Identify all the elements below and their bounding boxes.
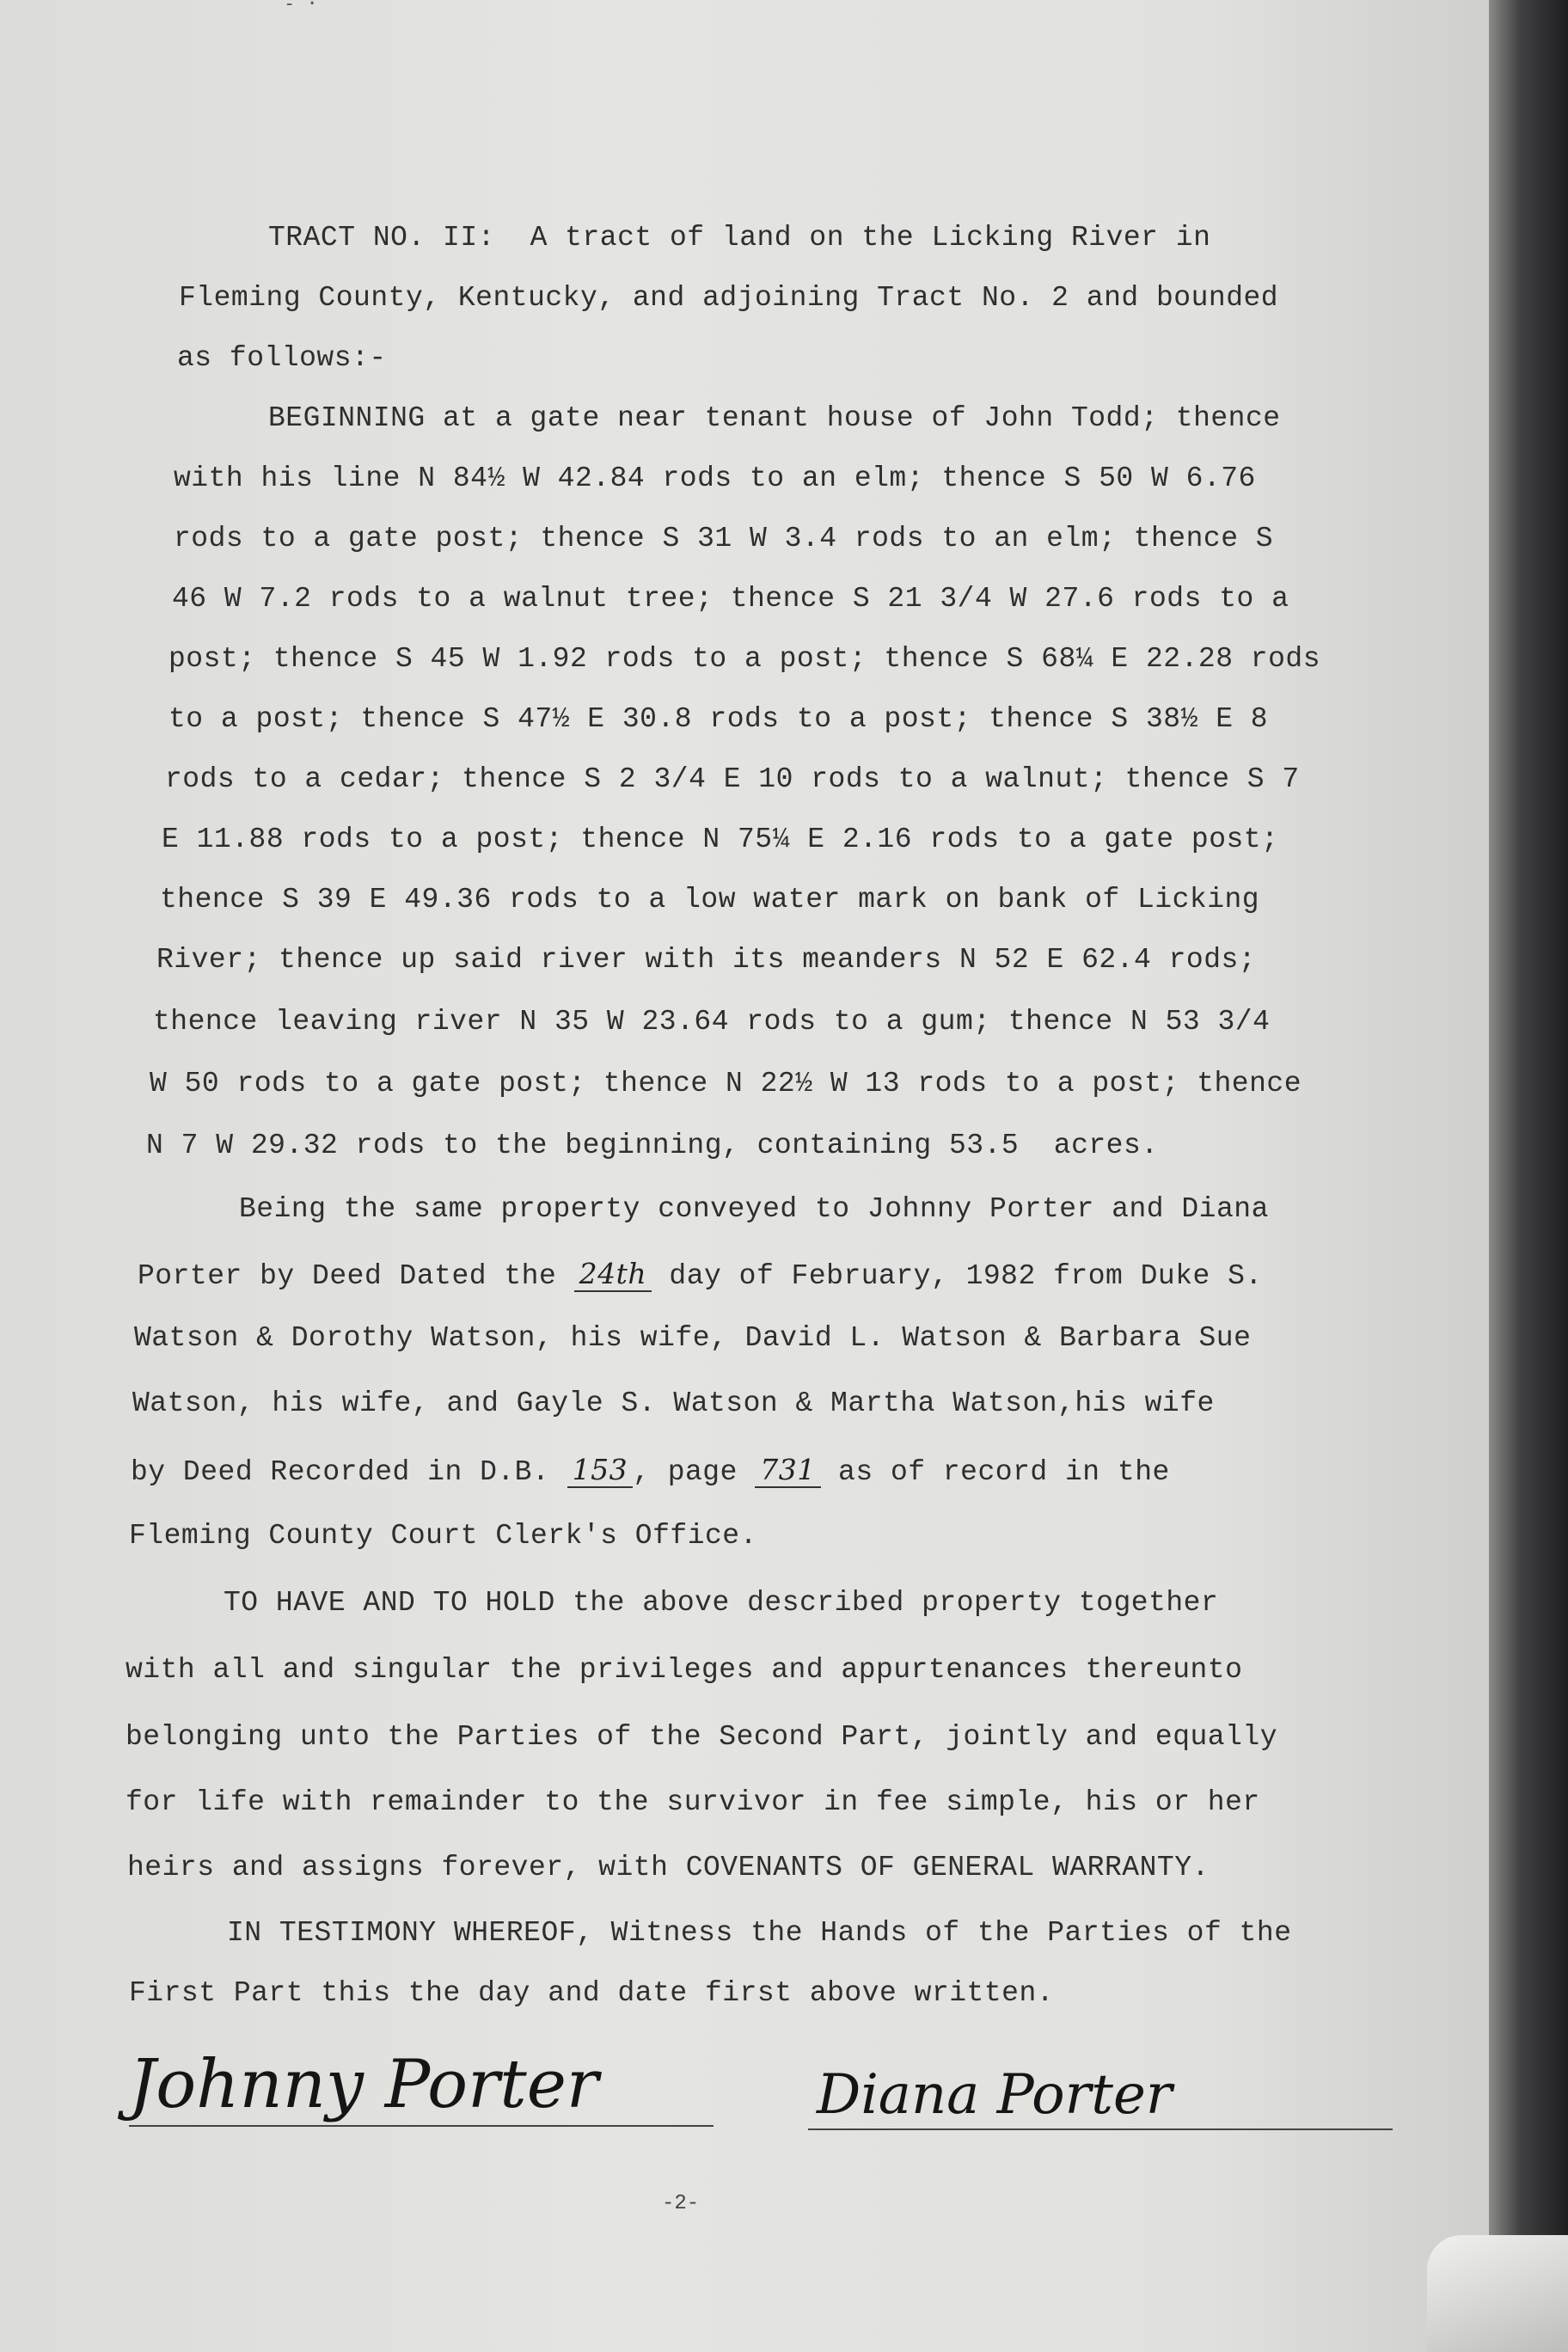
text-line: with his line N 84½ W 42.84 rods to an elm; thence S 50 W 6.76 (174, 462, 1256, 494)
text-line: Being the same property conveyed to Johnny Porter and Diana (239, 1193, 1269, 1225)
text-line: W 50 rods to a gate post; thence N 22½ W 13 rods to a post; thence (150, 1068, 1302, 1099)
handwritten-deed-book: 153 (567, 1453, 634, 1488)
text-line: N 7 W 29.32 rods to the beginning, containing 53.5 acres. (146, 1130, 1159, 1161)
text-line: E 11.88 rods to a post; thence N 75¼ E 2.16 rods to a gate post; (162, 824, 1279, 855)
text-line: River; thence up said river with its meanders N 52 E 62.4 rods; (156, 944, 1257, 976)
text-line: BEGINNING at a gate near tenant house of John Todd; thence (268, 402, 1281, 434)
text-line: thence S 39 E 49.36 rods to a low water mark on bank of Licking (160, 884, 1260, 916)
page-number: -2- (662, 2192, 700, 2215)
text-line: heirs and assigns forever, with COVENANTS OF GENERAL WARRANTY. (127, 1852, 1210, 1883)
text-line: TO HAVE AND TO HOLD the above described property together (224, 1587, 1219, 1619)
text-line: Fleming County Court Clerk's Office. (129, 1520, 757, 1552)
text-line: rods to a cedar; thence S 2 3/4 E 10 rods to a walnut; thence S 7 (165, 763, 1300, 795)
text-line: Fleming County, Kentucky, and adjoining Tract No. 2 and bounded (179, 282, 1279, 314)
text-line: Watson, his wife, and Gayle S. Watson & Martha Watson,his wife (132, 1387, 1215, 1419)
text-line: with all and singular the privileges and appurtenances thereunto (126, 1654, 1243, 1686)
text-line: thence leaving river N 35 W 23.64 rods to a gum; thence N 53 3/4 (153, 1006, 1271, 1038)
signature-line-left (129, 2125, 714, 2127)
text-line: for life with remainder to the survivor in fee simple, his or her (126, 1786, 1260, 1818)
text-line: belonging unto the Parties of the Second Part, jointly and equally (126, 1721, 1278, 1753)
text-line: by Deed Recorded in D.B. 153 , page 731 as of record in the (131, 1453, 1170, 1488)
page-curl (1427, 2235, 1568, 2352)
handwritten-page: 731 (755, 1453, 821, 1488)
text-line: rods to a gate post; thence S 31 W 3.4 rods to an elm; thence S (174, 523, 1274, 554)
text-line: to a post; thence S 47½ E 30.8 rods to a post; thence S 38½ E 8 (168, 703, 1269, 735)
text-line: 46 W 7.2 rods to a walnut tree; thence S 21 3/4 W 27.6 rods to a (172, 583, 1289, 615)
tract-heading: TRACT NO. II: (268, 222, 495, 254)
text-line: Porter by Deed Dated the 24th day of February, 1982 from Duke S. (138, 1257, 1263, 1292)
signature-line-right (808, 2128, 1393, 2130)
text-line: TRACT NO. II: A tract of land on the Licking River in (268, 222, 1211, 254)
text-line: First Part this the day and date first above written. (129, 1977, 1055, 2009)
signature-diana-porter: Diana Porter (817, 2063, 1173, 2127)
signature-johnny-porter: Johnny Porter (129, 2046, 599, 2123)
text-line: as follows:- (177, 342, 387, 374)
text-line: post; thence S 45 W 1.92 rods to a post; thence S 68¼ E 22.28 rods (168, 643, 1321, 675)
page-edge-shadow (1489, 0, 1568, 2352)
handwritten-day: 24th (574, 1257, 652, 1292)
text-line: IN TESTIMONY WHEREOF, Witness the Hands of the Parties of the (227, 1917, 1292, 1949)
page-top-mark: - · (284, 0, 318, 15)
text-line: Watson & Dorothy Watson, his wife, David L. Watson & Barbara Sue (134, 1322, 1252, 1354)
